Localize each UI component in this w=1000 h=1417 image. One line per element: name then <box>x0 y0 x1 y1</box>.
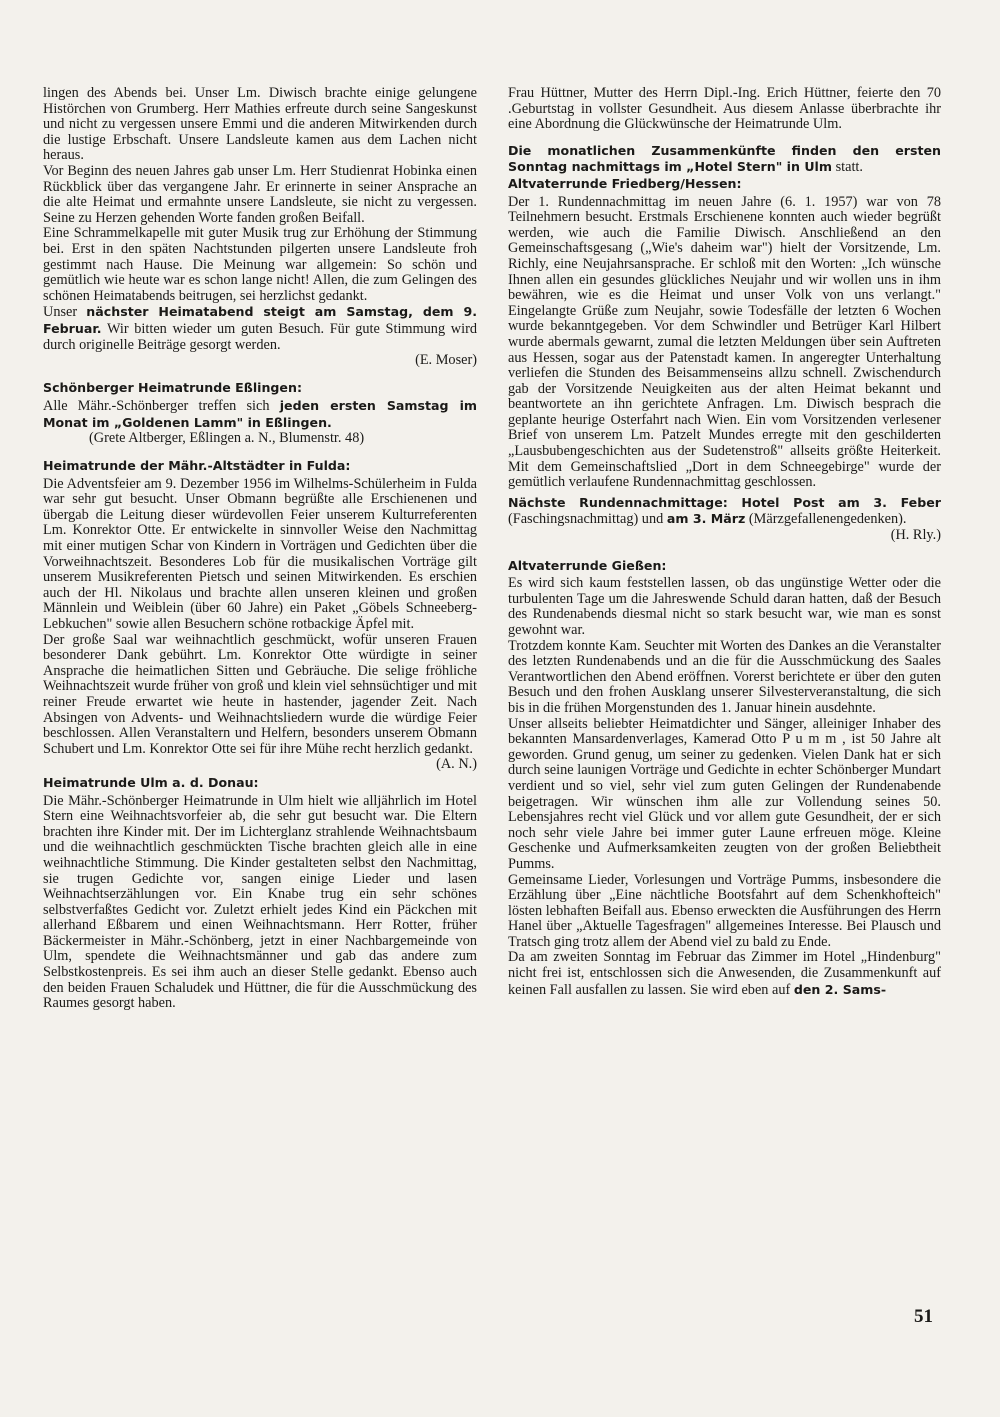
paragraph: Die Mähr.-Schönberger Heimatrunde in Ulm hielt wie alljährlich im Hotel Stern eine Weihnachtsvorfeier ab, die sehr gut besucht war. Die Eltern brachten ihre Kinder mit. Der im Lichterglanz strahlende Weihnachtsbaum und die weihnachtlich geschmückten Tische brachten gleich alle in eine weihnachtliche Stimmung. Die Kinder gestalteten selbst den Nachmittag, sie trugen Gedichte vor, sangen einige Lieder und lasen Weihnachtserzählungen vor. Ein Knabe trug ein sehr schönes selbstverfaßtes Gedicht vor. Zuletzt erhielt jedes Kind ein Päckchen mit allerhand Eßbarem und einen Weihnachtsmann. Herr Rotter, früher Bäckermeister in Mähr.-Schönberg, jetzt in einer Nachbargemeinde von Ulm, spendete die Weihnachtsmänner und gab das andere zum Selbstkostenpreis. Es sei ihm auch an dieser Stelle gedankt. Ebenso auch den beiden Frauen Schaludek und Hüttner, die für die Ausschmückung des Raumes gesorgt haben. <box>43 792 477 1012</box>
paragraph: Gemeinsame Lieder, Vorlesungen und Vorträge Pumms, insbesondere die Erzählung über „Eine nächtliche Bootsfahrt auf dem Schenkhofteich" lösten lebhaften Beifall aus. Ebenso erweckten die Ausführungen des Herrn Hanel über „Aktuelle Tagesfragen" allgemeines Interesse. Bei Plausch und Tratsch ging trotz allem der Abend viel zu bald zu Ende. <box>508 871 941 950</box>
section-heading: Altvaterrunde Gießen: <box>508 557 667 573</box>
paragraph: Der große Saal war weihnachtlich geschmückt, wofür unseren Frauen besonderer Dank gebührt. Lm. Konrektor Otte würdigte in seiner Ansprache die heimatlichen Sitten und Gebräuche. Die selige fröhliche Weihnachtszeit wurde früher von groß und klein viel sehnsüchtiger und mit reiner Freude erwartet wie heute in hastender, jagender Zeit. Nach Absingen von Advents- und Weihnachtsliedern wurde die würdige Feier beschlossen. Allen Veranstaltern und Helfern, besonders unserem Obmann Schubert und Lm. Konrektor Otte sei für ihre Mühe recht herzlich gedankt. <box>43 631 477 757</box>
left-column <box>43 86 477 1012</box>
contact-line: (Grete Altberger, Eßlingen a. N., Blumenstr. 48) <box>89 430 365 447</box>
text: (Märzgefallenengedenken). <box>748 511 907 528</box>
paragraph: Frau Hüttner, Mutter des Herrn Dipl.-Ing. Erich Hüttner, feierte den 70 .Geburtstag in vollster Gesundheit. Aus diesem Anlasse überbrachte ihr eine Abordnung die Glückwünsche der Heimatrunde Ulm. <box>508 85 941 133</box>
bold-announcement: Nächste Rundennachmittage: Hotel Post am 3. Feber <box>508 494 941 510</box>
paragraph: Trotzdem konnte Kam. Seuchter mit Worten des Dankes an die Veranstalter des letzten Rundenabends und an die für die Ausschmückung des Saales Verantwortlichen den Abend eröffnen. Vorerst berichtete er über den guten Besuch und den frohen Ausklang unserer Silvesterveranstaltung, die sich bis in die frühen Morgenstunden des 1. Januar hinein ausdehnte. <box>508 637 941 716</box>
paragraph: Unser allseits beliebter Heimatdichter und Sänger, alleiniger Inhaber des bekannten Mansardenverlages, Kamerad Otto P u m m , ist 50 Jahre alt geworden. Grund genug, um seiner zu gedenken. Vielen Dank hat er sich durch seine launigen Vorträge und Gedichte in echter Schönberger Mundart verdient und so viel, sehr viel zum guten Gelingen der Rundenabende beigetragen. Wir wünschen ihm alle zur Vollendung seines 50. Lebensjahres recht viel Glück und vor allem gute Gesundheit, der er sich noch sehr viele Jahre bei immer guter Laune erfreuen möge. Kleine Geschenke und Aufmerksamkeiten zeugten von der großen Beliebtheit Pumms. <box>508 715 941 872</box>
announcement-paragraph <box>508 495 941 544</box>
section-heading: Heimatrunde Ulm a. d. Donau: <box>43 774 259 790</box>
bold-announcement: am 3. März <box>666 511 746 527</box>
right-column <box>508 86 941 998</box>
paragraph: Es wird sich kaum feststellen lassen, ob das ungünstige Wetter oder die turbulenten Tage um die Jahreswende Schuld daran hatten, daß der Besuch des Rundenabends diesmal nicht so stark besucht war, wie man es sonst gewohnt war. <box>508 575 941 638</box>
paragraph: Der 1. Rundennachmittag im neuen Jahre (6. 1. 1957) war von 78 Teilnehmern besucht. Erstmals Erschienene konnten auch wieder begrüßt werden, wie auch die Familie Diwisch. Anschließend an den Gemeinschaftsgesang („Wie's daheim war") hielt der Vorsitzende, Lm. Richly, eine Neujahrsansprache. Er schloß mit den Worten: „Ich wünsche Ihnen allen ein gesundes glückliches Neujahr und wir wollen uns in ihm bewähren, wie es die Heimat und unser Volk von uns verlangt." Eingelangte Grüße zum Neujahr, sowie Todesfälle der letzten 6 Wochen wurde bekanntgegeben. Vor dem Schwindler und Betrüger Karl Hilbert wurde abermals gewarnt, zumal die letzten Meldungen über sein Auftreten aus Hessen, sogar aus der Patenstadt kamen. In angeregter Unterhaltung verliefen die Stunden des Beisammenseins allzu schnell. Zwischendurch gab der Vorsitzende Neuigkeiten aus der alten Heimat bekannt und beantwortete an ihn gerichtete Anfragen. Lm. Diwisch besprach die geplante heurige Osterfahrt nach Wien. Ein vom Vorsitzenden verlesener Brief von unserem Lm. Patzelt Mundes erregte mit den geschilderten „Lausbubengeschichten aus der Sudetenstroß" allseits größte Heiterkeit. Mit dem Gemeinschaftslied „Dort in dem Schneegebirge" wurde der gemütlich verlaufene Rundennachmittag geschlossen. <box>508 193 941 491</box>
signature: (A. N.) <box>436 756 477 773</box>
paragraph <box>508 950 941 998</box>
paragraph: Eine Schrammelkapelle mit guter Musik trug zur Erhöhung der Stimmung bei. Erst in den späten Nachtstunden pilgerten unsere Landsleute froh gestimmt nach Hause. Die Meinung war allgemein: So schön und gemütlich wie heute war es schon lange nicht! Allen, die zum Gelingen des schönen Heimatabends beitrugen, sei herzlichst gedankt. <box>43 225 477 304</box>
text: (Faschingsnachmittag) und <box>508 511 664 528</box>
paragraph: Vor Beginn des neuen Jahres gab unser Lm. Herr Studienrat Hobinka einen Rückblick über das vergangene Jahr. Er erinnerte in seiner Ansprache an die alte Heimat und ermahnte unsere Landsleute, sie nicht zu vergessen. Seine zu Herzen gehenden Worte fanden großen Beifall. <box>43 162 477 226</box>
page-number: 51 <box>914 1306 933 1327</box>
paragraph: lingen des Abends bei. Unser Lm. Diwisch brachte einige gelungene Histörchen von Grumberg. Herr Mathies erfreute durch seine Sangeskunst und nicht zu vergessen unsere Emmi und die anderen Mitwirkenden durch die lustige Erbschaft. Unsere Landsleute kamen aus dem Lachen nicht heraus. <box>43 85 477 164</box>
bold-announcement: jeden ersten Samstag im Monat im „Goldenen Lamm" in Eßlingen. <box>43 398 478 430</box>
text: statt. <box>835 159 863 176</box>
announcement-paragraph <box>508 143 941 176</box>
bold-announcement: nächster Heimatabend steigt am Samstag, dem 9. Februar. <box>43 304 477 336</box>
signature: (E. Moser) <box>415 352 477 369</box>
paragraph <box>43 398 477 431</box>
section-heading: Schönberger Heimatrunde Eßlingen: <box>43 379 302 395</box>
section-heading: Heimatrunde der Mähr.-Altstädter in Fulda: <box>43 458 351 474</box>
paragraph: Die Adventsfeier am 9. Dezember 1956 im Wilhelms-Schülerheim in Fulda war sehr gut besucht. Unser Obmann begrüßte alle Erschienenen und übergab die Leitung dieser würdevollen Feier unserem Kulturreferenten Lm. Konrektor Otte. Er entwickelte in sinnvoller Weise den Nachmittag mit einer mutigen Schar von Kindern in Vorträgen und Gedichten über die Vorweihnachtszeit. Besonderes Lob für die musikalischen Vorträge gilt unserem Musikreferenten Pietsch und seinen Mitwirkenden. Es erschien auch der Hl. Nikolaus und brachte allen unseren kleinen und großen Männlein und Weiblein (über 60 Jahre) ein Paket „Göbels Schneeberg-Lebkuchen" sowie allen Besuchern schöne rotbackige Äpfel mit. <box>43 475 477 632</box>
section-heading: Altvaterrunde Friedberg/Hessen: <box>508 175 742 191</box>
announcement-paragraph <box>43 304 477 368</box>
bold-announcement: Die monatlichen Zusammenkünfte finden den ersten Sonntag nachmittags im „Hotel Stern" in Ulm <box>508 142 941 175</box>
text: Da am zweiten Sonntag im Februar das Zimmer im Hotel „Hindenburg" nicht frei ist, entschlossen sich die Anwesenden, die Zusammenkunft auf keinen Fall ausfallen zu lassen. Sie wird eben auf <box>508 949 941 998</box>
text: Wir bitten wieder um guten Besuch. Für gute Stimmung wird durch originelle Beiträge gesorgt werden. <box>43 320 477 353</box>
text: Alle Mähr.-Schönberger treffen sich <box>43 398 270 415</box>
signature: (H. Rly.) <box>890 527 941 544</box>
text: Unser <box>43 304 78 321</box>
bold-announcement: den 2. Sams- <box>793 981 887 997</box>
